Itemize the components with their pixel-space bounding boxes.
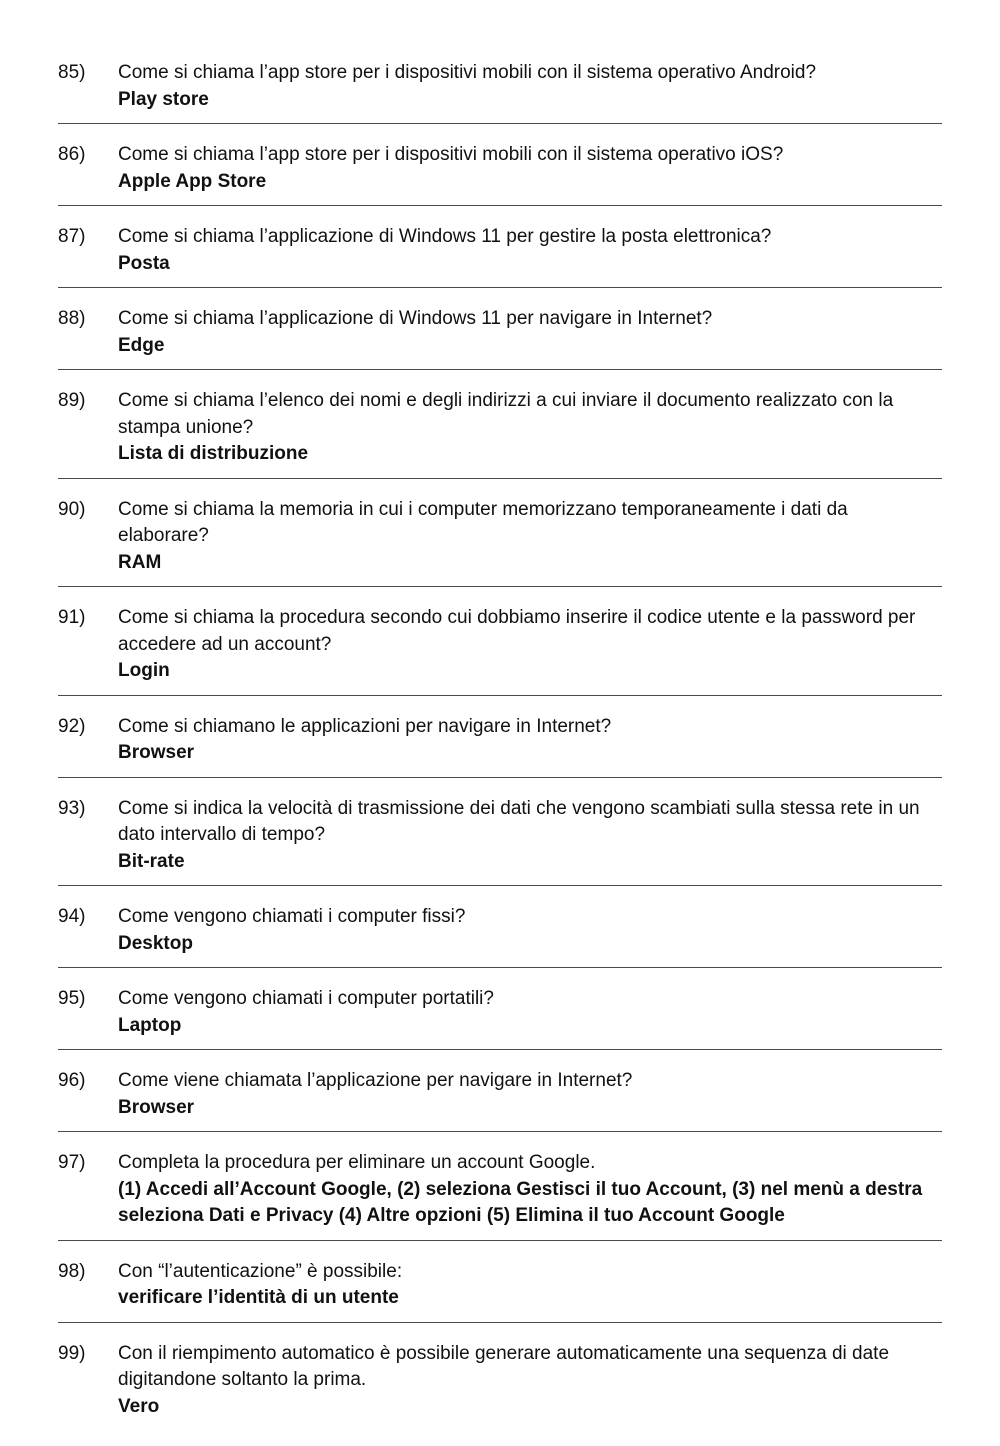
qa-document — [58, 58, 942, 1446]
qa-item-98 — [58, 1257, 942, 1323]
answer-text: Apple App Store — [118, 170, 267, 192]
qa-item-95 — [58, 984, 942, 1050]
answer-text: Bit-rate — [118, 850, 185, 872]
item-number: 92) — [58, 715, 86, 737]
item-body — [118, 986, 942, 1039]
item-number: 85) — [58, 62, 86, 83]
item-number: 98) — [58, 1260, 86, 1282]
item-body — [118, 306, 942, 359]
item-body — [118, 497, 942, 577]
qa-item-85 — [58, 58, 942, 124]
answer-text: Laptop — [118, 1014, 182, 1036]
qa-item-99 — [58, 1339, 942, 1431]
question-text: Come vengono chiamati i computer fissi? — [118, 906, 466, 927]
qa-item-91 — [58, 603, 942, 696]
item-number: 89) — [58, 390, 86, 411]
answer-text: RAM — [118, 551, 162, 573]
item-number: 93) — [58, 797, 86, 819]
qa-item-89 — [58, 386, 942, 479]
question-text: Come vengono chiamati i computer portatili? — [118, 988, 494, 1009]
question-text: Come si chiama l’elenco dei nomi e degli indirizzi a cui inviare il documento realizzato con la stampa unione? — [118, 390, 894, 438]
answer-text: Edge — [118, 334, 165, 356]
answer-text: (1) Accedi all’Account Google, (2) seleziona Gestisci il tuo Account, (3) nel menù a destra seleziona Dati e Privacy (4) Altre opzioni (5) Elimina il tuo Account Google — [118, 1178, 923, 1226]
item-body — [118, 605, 942, 685]
question-text: Completa la procedura per eliminare un account Google. — [118, 1152, 596, 1173]
answer-text: Play store — [118, 88, 209, 110]
qa-item-86 — [58, 140, 942, 206]
answer-text: Login — [118, 660, 170, 681]
item-body — [118, 60, 942, 113]
question-text: Con il riempimento automatico è possibile generare automaticamente una sequenza di date digitandone soltanto la prima. — [118, 1342, 890, 1390]
item-body — [118, 1150, 942, 1230]
qa-item-94 — [58, 902, 942, 968]
item-body — [118, 714, 942, 767]
qa-item-93 — [58, 794, 942, 887]
qa-item-90 — [58, 495, 942, 588]
answer-text: Lista di distribuzione — [118, 443, 309, 464]
question-text: Come viene chiamata l’applicazione per navigare in Internet? — [118, 1070, 633, 1091]
question-text: Come si chiama l’applicazione di Windows 11 per navigare in Internet? — [118, 308, 713, 329]
answer-text: Vero — [118, 1395, 160, 1417]
answer-text: Browser — [118, 1096, 195, 1118]
item-body — [118, 1259, 942, 1312]
qa-item-87 — [58, 222, 942, 288]
item-number: 94) — [58, 906, 86, 927]
qa-item-97 — [58, 1148, 942, 1241]
item-body — [118, 1341, 942, 1421]
item-body — [118, 388, 942, 468]
question-text: Come si chiamano le applicazioni per navigare in Internet? — [118, 715, 612, 737]
answer-text: Desktop — [118, 932, 193, 954]
item-body — [118, 904, 942, 957]
qa-item-96 — [58, 1066, 942, 1132]
item-number: 86) — [58, 144, 86, 165]
item-number: 90) — [58, 498, 86, 520]
item-body — [118, 224, 942, 277]
item-number: 95) — [58, 988, 86, 1009]
item-body — [118, 142, 942, 195]
question-text: Come si indica la velocità di trasmissione dei dati che vengono scambiati sulla stessa rete in un dato intervallo di tempo? — [118, 797, 920, 845]
question-text: Con “l’autenticazione” è possibile: — [118, 1260, 403, 1282]
item-number: 96) — [58, 1070, 86, 1091]
item-number: 87) — [58, 226, 86, 247]
question-text: Come si chiama la procedura secondo cui dobbiamo inserire il codice utente e la password per accedere ad un account? — [118, 607, 916, 655]
answer-text: Browser — [118, 742, 195, 763]
answer-text: verificare l’identità di un utente — [118, 1287, 399, 1308]
qa-item-88 — [58, 304, 942, 370]
item-number: 88) — [58, 308, 86, 329]
item-body — [118, 1068, 942, 1121]
item-number: 91) — [58, 607, 86, 628]
question-text: Come si chiama l’applicazione di Windows 11 per gestire la posta elettronica? — [118, 226, 772, 247]
item-number: 97) — [58, 1152, 86, 1173]
item-body — [118, 796, 942, 876]
qa-item-92 — [58, 712, 942, 778]
item-number: 99) — [58, 1342, 86, 1364]
question-text: Come si chiama l’app store per i dispositivi mobili con il sistema operativo iOS? — [118, 144, 784, 165]
question-text: Come si chiama l’app store per i dispositivi mobili con il sistema operativo Android? — [118, 62, 817, 83]
answer-text: Posta — [118, 252, 170, 274]
question-text: Come si chiama la memoria in cui i computer memorizzano temporaneamente i dati da elaborare? — [118, 498, 848, 546]
